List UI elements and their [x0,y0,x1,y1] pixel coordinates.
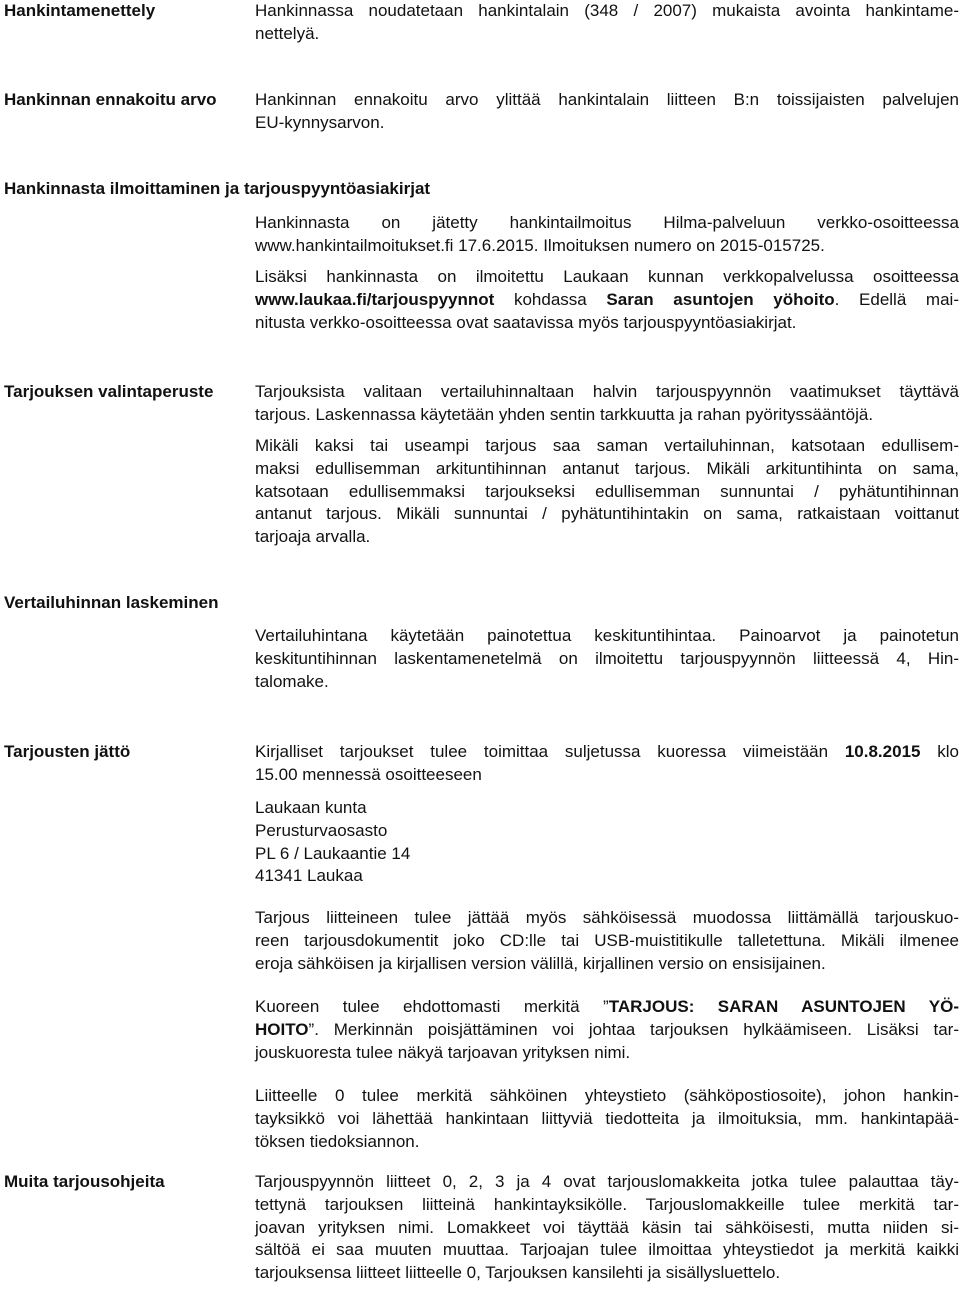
valintaperuste-paragraph-2 [255,435,959,549]
envelope-marking: HOITO [255,1019,309,1039]
text-line: joavan yrityksen nimi. Lomakkeet voi täyttää käsin tai sähköisesti, mutta niiden si- [255,1217,959,1237]
text-line: töksen tiedoksiannon. [255,1131,420,1151]
muita-text [255,1171,959,1285]
text-line: Tarjous liitteineen tulee jättää myös sähköisessä muodossa liittämällä tarjouskuo- [255,908,959,927]
text-fragment: Kirjalliset tarjoukset tulee toimittaa suljetussa kuoressa viimeistään [255,742,845,761]
address-line: Perusturvaosasto [255,820,388,840]
laukaa-url: www.laukaa.fi/tarjouspyynnot [255,289,495,309]
text-line: jouskuoresta tulee näkyä tarjoavan yrityksen nimi. [255,1042,631,1062]
text-line: keskituntihinnan laskentamenetelmä on ilmoitettu tarjouspyynnön liitteessä 4, Hin- [255,648,959,668]
text-line [255,996,959,1019]
text-line: Hankinnassa noudatetaan hankintalain (348 / 2007) mukaista avointa hankintame- [255,1,959,20]
jatto-paragraph-2 [255,907,959,975]
jatto-paragraph-1 [255,741,959,787]
jatto-paragraph-3 [255,996,959,1064]
section-label-vertailuhinta: Vertailuhinnan laskeminen [4,593,219,612]
text-fragment: klo [920,742,959,761]
text-line: antanut tarjous. Mikäli sunnuntai / pyhätuntihintakin on sama, ratkaistaan voittanut [255,504,959,524]
text-line: reen tarjousdokumentit joko CD:lle tai USB-muistitikulle talletettuna. Mikäli ilmenee [255,930,959,950]
text-line: tarjous. Laskennassa käytetään yhden sentin tarkkuutta ja rahan pyörityssääntöjä. [255,404,874,424]
text-line [255,1019,959,1042]
text-line: eroja sähköisen ja kirjallisen version välillä, kirjallinen versio on ensisijainen. [255,953,826,973]
text-line [255,289,959,312]
text-line: Hankinnasta on jätetty hankintailmoitus Hilma-palveluun verkko-osoitteessa [255,213,959,232]
address-line: 41341 Laukaa [255,866,363,886]
address-line: PL 6 / Laukaantie 14 [255,843,411,863]
text-line: nettelyä. [255,23,320,43]
text-line: Vertailuhintana käytetään painotettua keskituntihintaa. Painoarvot ja painotetun [255,626,959,645]
text-line: tarjoaja arvalla. [255,527,371,547]
text-fragment: ”. Merkinnän poisjättäminen voi johtaa tarjouksen hylkäämiseen. Lisäksi tar- [308,1019,959,1039]
text-fragment: kohdassa [494,289,607,309]
envelope-marking: TARJOUS: SARAN ASUNTOJEN YÖ- [608,997,960,1016]
jatto-paragraph-4 [255,1085,959,1153]
ilmoittaminen-paragraph-1 [255,212,959,258]
text-line: Mikäli kaksi tai useampi tarjous saa saman vertailuhinnan, katsotaan edullisem- [255,436,959,455]
section-label-valintaperuste: Tarjouksen valintaperuste [4,382,214,401]
text-fragment: Kuoreen tulee ehdottomasti merkitä ” [255,997,609,1016]
section-name-bold: Saran asuntojen yöhoito [606,289,835,309]
section-label-jatto: Tarjousten jättö [4,742,131,761]
jatto-address [255,797,959,888]
text-line: tayksikkö voi lähettää hankintaan liittyviä tiedotteita ja ilmoituksia, mm. hankintapää- [255,1108,959,1128]
text-line: maksi edullisemman arkituntihinnan antanut tarjous. Mikäli arkituntihinta on sama, [255,458,959,478]
text-line: tarjouksensa liitteet liitteelle 0, Tarjouksen kansilehti ja sisällysluettelo. [255,1263,781,1283]
text-fragment: . Edellä mai- [834,289,959,309]
vertailuhinta-text [255,625,959,693]
hankintamenettely-text [255,0,959,46]
text-line: Liitteelle 0 tulee merkitä sähköinen yhteystieto (sähköpostiosoite), johon hankin- [255,1086,959,1105]
text-line: Lisäksi hankinnasta on ilmoitettu Laukaan kunnan verkkopalvelussa osoitteessa [255,267,959,286]
text-line: 15.00 mennessä osoitteeseen [255,764,482,784]
section-heading-ilmoittaminen: Hankinnasta ilmoittaminen ja tarjouspyyntöasiakirjat [4,179,431,198]
section-label-ennakoitu-arvo: Hankinnan ennakoitu arvo [4,90,217,109]
deadline-date: 10.8.2015 [844,742,921,761]
text-line: Hankinnan ennakoitu arvo ylittää hankintalain liitteen B:n toissijaisten palvelujen [255,90,959,109]
section-label-muita: Muita tarjousohjeita [4,1172,165,1191]
text-line [255,741,959,764]
text-line: www.hankintailmoitukset.fi 17.6.2015. Ilmoituksen numero on 2015-015725. [255,235,825,255]
text-line: nitusta verkko-osoitteessa ovat saatavissa myös tarjouspyyntöasiakirjat. [255,312,797,332]
text-line: tettynä tarjouksen liitteinä hankintayksikölle. Tarjouslomakkeille tulee merkitä tar- [255,1194,959,1214]
text-line: katsotaan edullisemmaksi tarjoukseksi edullisemman sunnuntai / pyhätuntihinnan [255,481,959,501]
text-line: Tarjouksista valitaan vertailuhinnaltaan halvin tarjouspyynnön vaatimukset täyttävä [255,382,959,401]
ilmoittaminen-paragraph-2 [255,266,959,334]
address-line: Laukaan kunta [255,798,367,817]
text-line: talomake. [255,671,329,691]
text-line: EU-kynnysarvon. [255,112,385,132]
valintaperuste-paragraph-1 [255,381,959,427]
section-label-hankintamenettely: Hankintamenettely [4,1,156,20]
text-line: Tarjouspyynnön liitteet 0, 2, 3 ja 4 ovat tarjouslomakkeita jotka tulee palauttaa täy- [255,1172,959,1191]
text-line: sältöä ei saa muuten muuttaa. Tarjoajan tulee ilmoittaa yhteystiedot ja merkitä kaikki [255,1240,959,1260]
ennakoitu-arvo-text [255,89,959,135]
